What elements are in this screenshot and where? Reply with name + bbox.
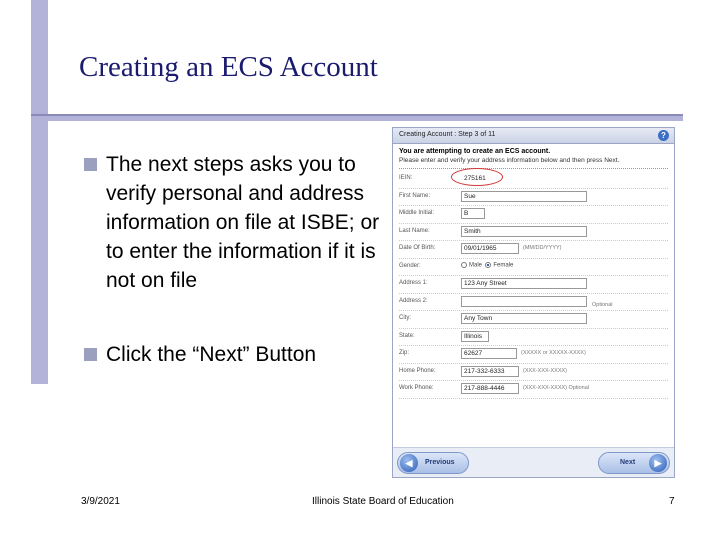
last-name-label: Last Name: bbox=[399, 227, 430, 234]
arrow-left-icon: ◀ bbox=[400, 454, 418, 472]
account-form-screenshot bbox=[392, 127, 675, 478]
bullet-square-icon bbox=[84, 348, 97, 361]
gender-label: Gender: bbox=[399, 262, 421, 269]
previous-button[interactable] bbox=[397, 452, 469, 474]
state-label: State: bbox=[399, 332, 415, 339]
work-phone-hint: (XXX-XXX-XXXX) Optional bbox=[523, 385, 590, 391]
home-phone-label: Home Phone: bbox=[399, 367, 436, 374]
address2-hint: Optional bbox=[592, 301, 613, 308]
city-row bbox=[393, 311, 674, 329]
gender-female-radio[interactable] bbox=[485, 262, 491, 268]
iein-row bbox=[393, 171, 674, 189]
gender-row bbox=[393, 259, 674, 277]
middle-initial-input[interactable]: B bbox=[461, 208, 485, 219]
home-phone-input[interactable]: 217-332-6333 bbox=[461, 366, 519, 377]
form-header bbox=[393, 128, 674, 144]
dotted-divider bbox=[399, 168, 668, 169]
form-step-title: Creating Account : Step 3 of 11 bbox=[399, 131, 496, 138]
gender-male-label: Male bbox=[469, 262, 483, 269]
bullet-text: The next steps asks you to verify personal and address information on file at ISBE; or to enter the information if it is not on file bbox=[106, 153, 380, 292]
form-navigation bbox=[393, 447, 674, 477]
iein-value: 275161 bbox=[461, 173, 497, 184]
state-select[interactable]: Illinois bbox=[461, 331, 489, 342]
bullet-square-icon bbox=[84, 158, 97, 171]
left-accent-bar bbox=[31, 0, 48, 384]
bullet-item bbox=[84, 150, 384, 295]
zip-input[interactable]: 62627 bbox=[461, 348, 517, 359]
home-phone-row bbox=[393, 364, 674, 382]
help-icon[interactable]: ? bbox=[658, 130, 669, 141]
last-name-row bbox=[393, 224, 674, 242]
form-intro bbox=[393, 144, 674, 165]
address2-input[interactable] bbox=[461, 296, 587, 307]
city-input[interactable]: Any Town bbox=[461, 313, 587, 324]
gender-female-label: Female bbox=[493, 262, 514, 269]
page-number: 7 bbox=[669, 496, 675, 507]
previous-label: Previous bbox=[425, 459, 455, 466]
city-label: City: bbox=[399, 315, 411, 321]
form-intro-title: You are attempting to create an ECS account. bbox=[399, 148, 551, 155]
state-row bbox=[393, 329, 674, 347]
footer-date: 3/9/2021 bbox=[81, 496, 120, 507]
gender-options bbox=[461, 262, 513, 269]
zip-hint: (XXXXX or XXXXX-XXXX) bbox=[521, 350, 586, 356]
iein-label: IEIN: bbox=[399, 175, 413, 181]
gender-male-radio[interactable] bbox=[461, 262, 467, 268]
first-name-row bbox=[393, 189, 674, 207]
next-button[interactable] bbox=[598, 452, 670, 474]
title-divider bbox=[31, 114, 683, 121]
address1-row bbox=[393, 276, 674, 294]
zip-label: Zip: bbox=[399, 350, 410, 356]
birth-date-label: Date Of Birth: bbox=[399, 245, 436, 251]
work-phone-input[interactable]: 217-888-4446 bbox=[461, 383, 519, 394]
work-phone-label: Work Phone: bbox=[399, 385, 434, 391]
middle-initial-label: Middle Initial: bbox=[399, 210, 435, 216]
arrow-right-icon: ▶ bbox=[649, 454, 667, 472]
first-name-label: First Name: bbox=[399, 192, 431, 199]
bullet-list bbox=[84, 150, 384, 369]
highlight-circle bbox=[451, 168, 503, 186]
zip-row bbox=[393, 346, 674, 364]
bullet-text: Click the “Next” Button bbox=[106, 343, 317, 366]
address2-row bbox=[393, 294, 674, 312]
middle-initial-row bbox=[393, 206, 674, 224]
footer-organization: Illinois State Board of Education bbox=[312, 496, 454, 507]
first-name-input[interactable]: Sue bbox=[461, 191, 587, 202]
home-phone-hint: (XXX-XXX-XXXX) bbox=[523, 367, 568, 374]
last-name-input[interactable]: Smith bbox=[461, 226, 587, 237]
next-label: Next bbox=[620, 459, 636, 466]
address1-input[interactable]: 123 Any Street bbox=[461, 278, 587, 289]
birth-date-row bbox=[393, 241, 674, 259]
birth-date-hint: (MM/DD/YYYY) bbox=[523, 245, 562, 251]
address2-label: Address 2: bbox=[399, 297, 428, 304]
bullet-item bbox=[84, 340, 384, 369]
address1-label: Address 1: bbox=[399, 280, 428, 286]
slide-title: Creating an ECS Account bbox=[79, 51, 378, 83]
form-intro-text: Please enter and verify your address information below and then press Next. bbox=[399, 157, 620, 164]
work-phone-row bbox=[393, 381, 674, 399]
birth-date-input[interactable]: 09/01/1965 bbox=[461, 243, 519, 254]
